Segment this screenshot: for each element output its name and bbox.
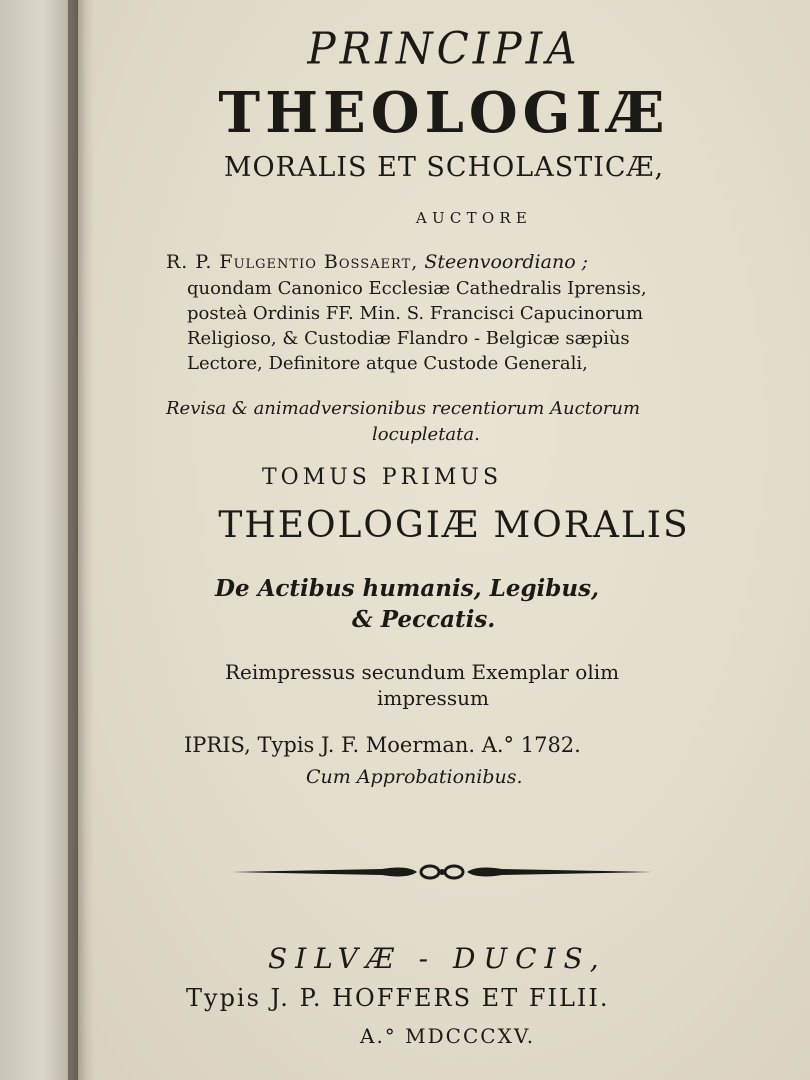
author-name-text: R. P. Fulgentio Bossaert, bbox=[166, 251, 419, 273]
revisa-line-2: locupletata. bbox=[372, 424, 480, 445]
author-line-5: Lectore, Definitore atque Custode Generali, bbox=[187, 353, 588, 374]
ipris-imprint: IPRIS, Typis J. F. Moerman. A.° 1782. bbox=[184, 733, 581, 757]
tomus-primus: TOMUS PRIMUS bbox=[262, 465, 503, 490]
imprint-year: A.° MDCCCXV. bbox=[360, 1024, 536, 1048]
auctore-label: AUCTORE bbox=[415, 209, 533, 227]
reimpressus-line-2: impressum bbox=[377, 686, 489, 710]
title-line-principia: PRINCIPIA bbox=[307, 22, 581, 75]
title-line-moralis: MORALIS ET SCHOLASTICÆ, bbox=[223, 152, 665, 183]
title-line-theologiae: THEOLOGIÆ bbox=[218, 80, 670, 146]
city-silvae-ducis: SILVÆ - DUCIS, bbox=[268, 942, 607, 975]
printer-hoffers: Typis J. P. HOFFERS ET FILII. bbox=[186, 984, 610, 1012]
approbationibus: Cum Approbationibus. bbox=[306, 766, 523, 788]
author-name bbox=[166, 251, 588, 273]
theologiae-moralis: THEOLOGIÆ MORALIS bbox=[218, 505, 690, 546]
subtitle-line-2: & Peccatis. bbox=[352, 606, 496, 633]
author-line-4: Religioso, & Custodiæ Flandro - Belgicæ sæpiùs bbox=[187, 328, 630, 349]
ornamental-rule bbox=[232, 858, 652, 886]
author-line-3: posteà Ordinis FF. Min. S. Francisci Capucinorum bbox=[187, 303, 644, 324]
author-origin: Steenvoordiano ; bbox=[424, 251, 589, 273]
facing-page-edge bbox=[0, 0, 78, 1080]
author-line-2: quondam Canonico Ecclesiæ Cathedralis Iprensis, bbox=[187, 278, 647, 299]
revisa-line-1: Revisa & animadversionibus recentiorum Auctorum bbox=[166, 398, 641, 419]
reimpressus-line-1: Reimpressus secundum Exemplar olim bbox=[225, 660, 620, 684]
subtitle-line-1: De Actibus humanis, Legibus, bbox=[215, 575, 600, 602]
